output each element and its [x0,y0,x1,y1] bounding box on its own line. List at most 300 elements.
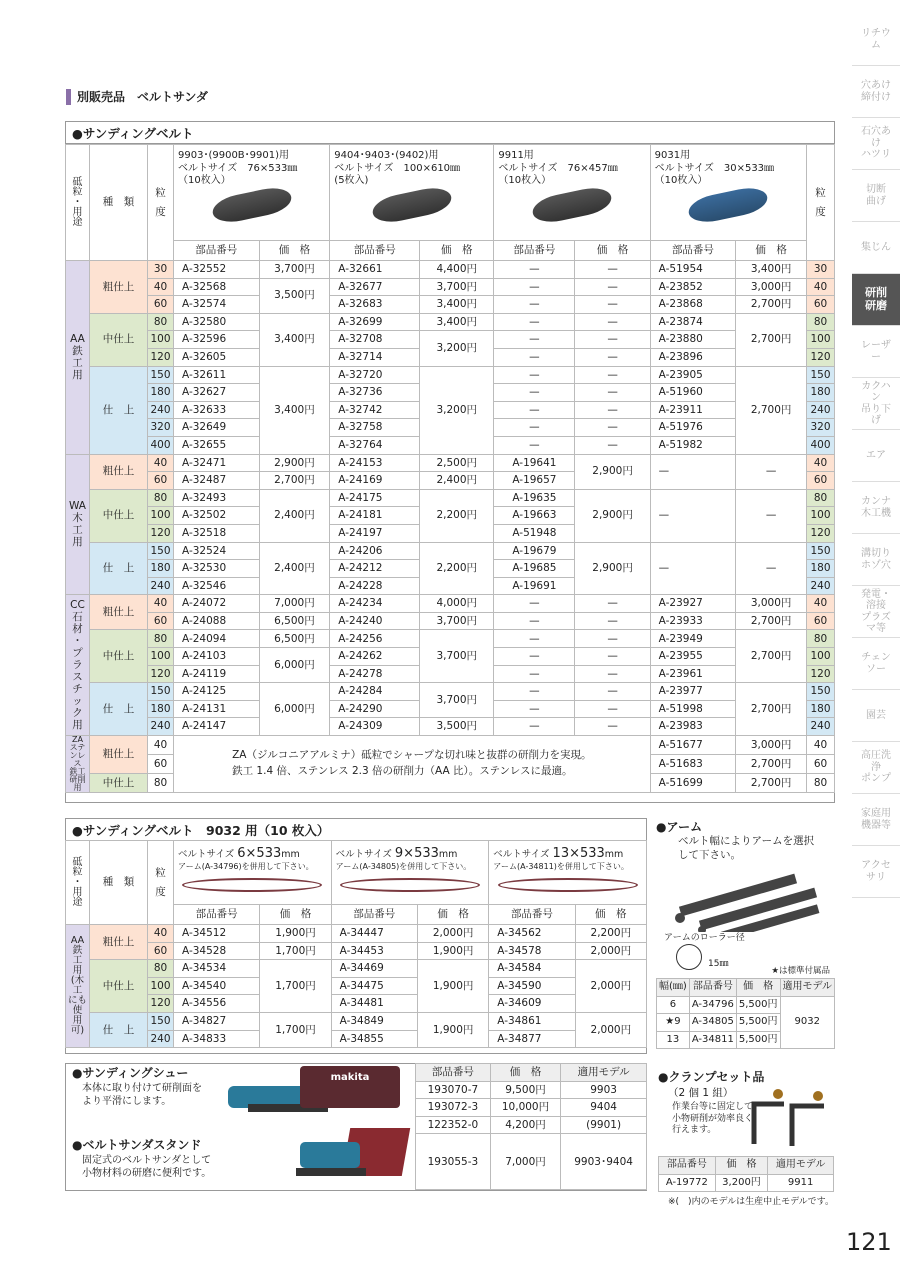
part-cell: A-23949 [650,630,736,648]
col-grit-right: 粒 度 [807,145,835,261]
price-cell: — [575,296,650,314]
price-cell: — [736,542,807,595]
price-cell: 2,900円 [575,454,650,489]
part-cell: A-24125 [174,683,260,701]
part-cell: A-32736 [330,384,420,402]
price-cell: 3,000円 [736,278,807,296]
grit-cell-right: 80 [807,630,835,648]
part-cell: A-34805 [689,1014,736,1032]
part-cell: A-34590 [489,977,575,995]
price-cell: 1,900円 [417,1012,488,1047]
part-cell: — [494,278,575,296]
price-cell: 6,500円 [259,612,330,630]
price-cell: — [736,454,807,489]
part-cell: A-34540 [174,977,260,995]
part-cell: A-34453 [331,942,417,960]
clamp-desc: 作業台等に固定して 小物研削が効率良く 行えます。 [672,1102,754,1136]
grit-cell: 60 [148,942,174,960]
price-cell: 3,700円 [259,261,330,279]
price-header: 価 格 [736,241,807,261]
col-grit: 粒 度 [148,841,174,925]
price-cell: 1,700円 [260,1012,331,1047]
part-cell: 193055-3 [416,1134,491,1190]
part-cell: A-24094 [174,630,260,648]
price-cell: 2,700円 [736,366,807,454]
shoe-title: ●サンディングシュー [72,1066,189,1080]
part-cell: A-24234 [330,595,420,613]
grit-cell-right: 320 [807,419,835,437]
part-cell: A-34827 [174,1012,260,1030]
price-cell: 3,700円 [420,683,494,718]
arm-table [656,978,835,1049]
grit-cell-right: 40 [807,595,835,613]
brand-box-icon: makita [300,1066,400,1108]
part-cell: A-24072 [174,595,260,613]
part-cell: A-32502 [174,507,260,525]
grit-cell: 60 [148,296,174,314]
price-cell: — [575,401,650,419]
kind-cell: 中仕上 [90,313,148,366]
grit-cell: 150 [148,1012,174,1030]
belt-9032-table [65,840,647,1048]
grit-cell-right: 100 [807,648,835,666]
arm-header: 適用モデル [780,979,835,997]
price-cell: 2,700円 [259,472,330,490]
part-cell: A-34849 [331,1012,417,1030]
za-note: ZA（ジルコニアアルミナ）砥粒でシャープな切れ味と抜群の研削力を実現。 鉄工 1.4 倍、ステンレス 2.3 倍の研削力（AA 比）。ステンレスに最適。 [174,736,651,793]
grit-cell-right: 80 [807,774,835,793]
part-cell: A-32546 [174,577,260,595]
price-cell: — [575,595,650,613]
price-cell: 6,000円 [259,648,330,683]
model-header: 9911用 ベルトサイズ 76×457㎜ （10枚入） [494,145,650,241]
grit-cell: 40 [148,925,174,943]
price-cell: — [736,489,807,542]
grit-cell-right: 80 [807,489,835,507]
part-cell: A-34469 [331,960,417,978]
thin-belt-icon [182,878,322,892]
grit-cell-right: 120 [807,524,835,542]
price-cell: 3,700円 [420,630,494,683]
part-cell: A-32493 [174,489,260,507]
grit-cell: 120 [148,665,174,683]
kind-cell: 粗仕上 [90,261,148,314]
side-tab[interactable]: アクセサリ [852,846,900,898]
arm-section [656,818,834,1050]
part-cell: A-32605 [174,348,260,366]
side-tab[interactable]: チェン ソー [852,638,900,690]
kind-cell: 粗仕上 [90,595,148,630]
grit-cell-right: 60 [807,472,835,490]
part-cell: — [494,648,575,666]
price-header: 価 格 [420,241,494,261]
price-cell: 3,000円 [736,736,807,755]
side-tab[interactable]: 穴あけ 締付け [852,66,900,118]
stand-block [72,1138,211,1180]
grit-cell: 400 [148,436,174,454]
grit-cell-right: 150 [807,366,835,384]
price-cell: 2,200円 [420,542,494,595]
part-cell: A-23977 [650,683,736,701]
price-cell: 3,400円 [259,366,330,454]
grit-cell: 100 [148,977,174,995]
grit-cell: 120 [148,995,174,1013]
price-cell: — [575,384,650,402]
part-cell: A-19685 [494,560,575,578]
side-tab[interactable]: レーザー [852,326,900,378]
grit-cell-right: 40 [807,454,835,472]
part-header: 部品番号 [494,241,575,261]
arm-header: 部品番号 [689,979,736,997]
model-cell: 9032 [780,996,835,1049]
price-cell: 5,500円 [736,1031,780,1049]
part-cell: A-23880 [650,331,736,349]
part-cell: A-34481 [331,995,417,1013]
part-cell: A-23911 [650,401,736,419]
part-cell: A-32758 [330,419,420,437]
grit-cell: 30 [148,261,174,279]
part-cell: A-34578 [489,942,575,960]
part-cell: A-34855 [331,1030,417,1048]
price-cell: 1,900円 [417,942,488,960]
part-cell: A-51998 [650,700,736,718]
part-header: 部品番号 [174,241,260,261]
part-cell: A-34811 [689,1031,736,1049]
side-tab[interactable]: 石穴あけ ハツリ [852,118,900,170]
price-cell: 1,900円 [417,960,488,1013]
za-group: ZA ステンレス 鉄工 研削用 [66,736,90,793]
grit-cell: 120 [148,348,174,366]
part-cell: A-24228 [330,577,420,595]
part-cell: A-24284 [330,683,420,701]
part-cell: A-19691 [494,577,575,595]
grit-cell: 180 [148,384,174,402]
part-cell: — [494,366,575,384]
part-cell: A-32471 [174,454,260,472]
part-cell: A-23852 [650,278,736,296]
part-cell: A-24262 [330,648,420,666]
price-cell: 3,200円 [715,1174,768,1192]
grit-cell: 100 [148,331,174,349]
grit-cell: 240 [148,577,174,595]
side-tab[interactable]: 研削 研磨 [852,274,900,326]
price-header: 価 格 [260,905,331,925]
price-cell: 3,000円 [736,595,807,613]
model-header: 9404･9403･(9402)用 ベルトサイズ 100×610㎜ (5枚入) [330,145,494,241]
part-cell: A-23961 [650,665,736,683]
price-cell: 2,900円 [259,454,330,472]
grit-cell-right: 180 [807,700,835,718]
acc-header: 適用モデル [561,1064,647,1082]
belt-icon [686,183,770,225]
part-cell: 193070-7 [416,1081,491,1099]
side-nav [852,14,900,898]
part-cell: — [650,542,736,595]
grit-cell-right: 240 [807,577,835,595]
price-cell: 10,000円 [490,1099,560,1117]
part-cell: A-34609 [489,995,575,1013]
part-cell: — [494,612,575,630]
part-header: 部品番号 [650,241,736,261]
price-cell: 3,400円 [420,296,494,314]
price-cell: — [575,436,650,454]
abrasive-group: AA 鉄 工 用 (木 工 にも 使 用 可) [66,925,90,1048]
part-cell: 193072-3 [416,1099,491,1117]
grit-cell-right: 180 [807,560,835,578]
price-cell: — [575,648,650,666]
part-cell: A-23933 [650,612,736,630]
part-cell: A-23983 [650,718,736,736]
part-cell: 122352-0 [416,1116,491,1134]
side-tab[interactable]: 溝切り ホゾ穴 [852,534,900,586]
width-cell: 6 [657,996,690,1014]
part-cell: A-34512 [174,925,260,943]
price-cell: 2,500円 [420,454,494,472]
clamp-table [658,1156,834,1192]
price-cell: 3,400円 [736,261,807,279]
side-tab[interactable]: 高圧洗浄 ポンプ [852,742,900,794]
price-header: 価 格 [259,241,330,261]
clamp-header: 価 格 [715,1157,768,1175]
sanding-belt-table [65,144,835,793]
part-cell: A-34833 [174,1030,260,1048]
price-cell: 2,000円 [575,942,646,960]
part-cell: A-32530 [174,560,260,578]
size-header: ベルトサイズ 13×533mm アーム(A-34811)を併用して下さい。 [489,841,647,905]
part-header: 部品番号 [331,905,417,925]
price-cell: 2,900円 [575,542,650,595]
kind-cell: 仕 上 [90,683,148,736]
part-cell: A-32627 [174,384,260,402]
arm-desc: ベルト幅によりアームを選択 して下さい。 [678,835,815,861]
table1-title: ●サンディングベルト [66,122,834,144]
side-tab[interactable]: リチウム [852,14,900,66]
part-cell: A-23927 [650,595,736,613]
part-cell: A-19641 [494,454,575,472]
price-cell: — [575,630,650,648]
part-cell: — [494,595,575,613]
price-cell: 2,200円 [420,489,494,542]
grit-cell-right: 80 [807,313,835,331]
model-header: 9903･(9900B･9901)用 ベルトサイズ 76×533㎜ （10枚入） [174,145,330,241]
abrasive-group: AA 鉄 工 用 [66,261,90,455]
part-cell: A-32720 [330,366,420,384]
grit-cell: 150 [148,366,174,384]
grit-cell-right: 100 [807,507,835,525]
part-cell: A-24147 [174,718,260,736]
price-cell: — [575,261,650,279]
part-cell: A-51976 [650,419,736,437]
price-cell: 2,400円 [420,472,494,490]
part-cell: A-24131 [174,700,260,718]
part-cell: A-51948 [494,524,575,542]
part-cell: A-34861 [489,1012,575,1030]
part-cell: A-51699 [650,774,736,793]
price-cell: 5,500円 [736,996,780,1014]
price-header: 価 格 [417,905,488,925]
clamp-sub: （2 個 1 組） [668,1087,734,1099]
table2-title: ●サンディングベルト 9032 用（10 枚入） [66,819,646,841]
part-cell: A-32708 [330,331,420,349]
grit-cell-right: 120 [807,665,835,683]
part-cell: A-34475 [331,977,417,995]
part-cell: A-32677 [330,278,420,296]
part-cell: A-32487 [174,472,260,490]
grit-cell-right: 180 [807,384,835,402]
col-use: 砥粒 ・ 用途 [66,145,90,261]
grit-cell: 240 [148,718,174,736]
kind-cell: 粗仕上 [90,925,148,960]
part-cell: — [494,436,575,454]
footnote: ※( )内のモデルは生産中止モデルです。 [668,1197,834,1207]
price-cell: 2,000円 [575,1012,646,1047]
grit-cell-right: 60 [807,612,835,630]
grit-cell-right: 60 [807,755,835,774]
page-number: 121 [846,1228,892,1256]
price-cell: — [575,718,650,736]
price-cell: 3,400円 [420,313,494,331]
price-cell: — [575,700,650,718]
model-cell: (9901) [561,1116,647,1134]
price-cell: 6,500円 [259,630,330,648]
part-cell: A-24290 [330,700,420,718]
part-cell: A-32633 [174,401,260,419]
part-header: 部品番号 [330,241,420,261]
price-cell: 2,700円 [736,630,807,683]
grit-cell: 80 [148,774,174,793]
part-cell: A-32611 [174,366,260,384]
part-cell: A-32596 [174,331,260,349]
price-cell: 4,400円 [420,261,494,279]
side-tab[interactable]: 集じん [852,222,900,274]
abrasive-group: WA 木 工 用 [66,454,90,595]
price-cell: — [575,665,650,683]
part-cell: A-32661 [330,261,420,279]
acc-header: 部品番号 [416,1064,491,1082]
part-cell: A-24240 [330,612,420,630]
price-cell: 2,700円 [736,296,807,314]
price-cell: 2,400円 [259,489,330,542]
part-cell: A-23896 [650,348,736,366]
side-tab[interactable]: 切断 曲げ [852,170,900,222]
part-cell: A-32699 [330,313,420,331]
part-cell: A-51982 [650,436,736,454]
part-cell: — [494,331,575,349]
part-cell: A-32742 [330,401,420,419]
part-cell: A-32568 [174,278,260,296]
stand-title: ●ベルトサンダスタンド [72,1138,202,1152]
grit-cell: 120 [148,524,174,542]
price-cell: 7,000円 [259,595,330,613]
part-cell: A-19679 [494,542,575,560]
part-cell: A-19772 [659,1174,716,1192]
part-cell: A-34528 [174,942,260,960]
grit-cell-right: 240 [807,718,835,736]
kind-cell: 中仕上 [90,489,148,542]
side-tab[interactable]: カンナ 木工機 [852,482,900,534]
price-header: 価 格 [575,905,646,925]
price-cell: 2,700円 [736,612,807,630]
kind-cell: 粗仕上 [90,454,148,489]
price-cell: 2,700円 [736,774,807,793]
price-cell: 3,500円 [259,278,330,313]
col-kind: 種 類 [90,145,148,261]
std-note: ★は標準付属品 [771,966,830,976]
width-cell: ★9 [657,1014,690,1032]
price-cell: 2,400円 [259,542,330,595]
price-cell: 2,700円 [736,683,807,736]
arm-illustration-icon [658,862,828,932]
stand-desc: 固定式のベルトサンダとして 小物材料の研磨に便利です。 [82,1154,212,1179]
grit-cell: 100 [148,648,174,666]
side-tab[interactable]: 園芸 [852,690,900,742]
price-cell: 1,900円 [260,925,331,943]
kind-cell: 中仕上 [90,630,148,683]
grit-cell: 180 [148,700,174,718]
side-tab[interactable]: カクハン 吊り下げ [852,378,900,430]
grit-cell: 150 [148,542,174,560]
kind-cell: 仕 上 [90,1012,148,1047]
part-cell: — [650,454,736,489]
part-cell: — [494,261,575,279]
grit-cell-right: 120 [807,348,835,366]
part-cell: A-34584 [489,960,575,978]
roller-label: アームのローラー径 [664,933,745,943]
price-cell: 1,700円 [260,960,331,1013]
part-cell: A-51960 [650,384,736,402]
price-cell: — [575,419,650,437]
part-cell: A-23905 [650,366,736,384]
grit-cell-right: 30 [807,261,835,279]
price-cell: — [575,612,650,630]
sander-stand-icon [296,1122,412,1186]
title-bar-icon [66,89,71,105]
part-cell: A-19657 [494,472,575,490]
grit-cell: 60 [148,612,174,630]
price-cell: 6,000円 [259,683,330,736]
part-cell: A-24103 [174,648,260,666]
kind-cell: 粗仕上 [90,736,148,774]
size-header: ベルトサイズ 9×533mm アーム(A-34805)を併用して下さい。 [331,841,489,905]
part-cell: — [494,700,575,718]
grit-cell: 80 [148,960,174,978]
part-cell: A-51677 [650,736,736,755]
part-cell: — [494,348,575,366]
price-cell: 2,000円 [417,925,488,943]
grit-cell: 100 [148,507,174,525]
model-cell: 9404 [561,1099,647,1117]
part-cell: — [494,630,575,648]
abrasive-group: CC 石 材 ・ プ ラ ス チ ッ ク 用 [66,595,90,736]
part-cell: — [494,683,575,701]
belt-icon [530,183,614,225]
side-tab[interactable]: 家庭用 機器等 [852,794,900,846]
size-header: ベルトサイズ 6×533mm アーム(A-34796)を併用して下さい。 [174,841,332,905]
price-cell: 7,000円 [490,1134,560,1190]
side-tab[interactable]: 発電・溶接 プラズマ等 [852,586,900,638]
part-cell: A-24309 [330,718,420,736]
clamp-header: 部品番号 [659,1157,716,1175]
clamp-icon [744,1084,834,1154]
grit-cell: 80 [148,630,174,648]
part-cell: A-32524 [174,542,260,560]
side-tab[interactable]: エア [852,430,900,482]
part-cell: A-24206 [330,542,420,560]
grit-cell: 240 [148,401,174,419]
price-cell: 3,700円 [420,278,494,296]
belt-icon [370,183,454,225]
accessories-table [415,1063,647,1190]
